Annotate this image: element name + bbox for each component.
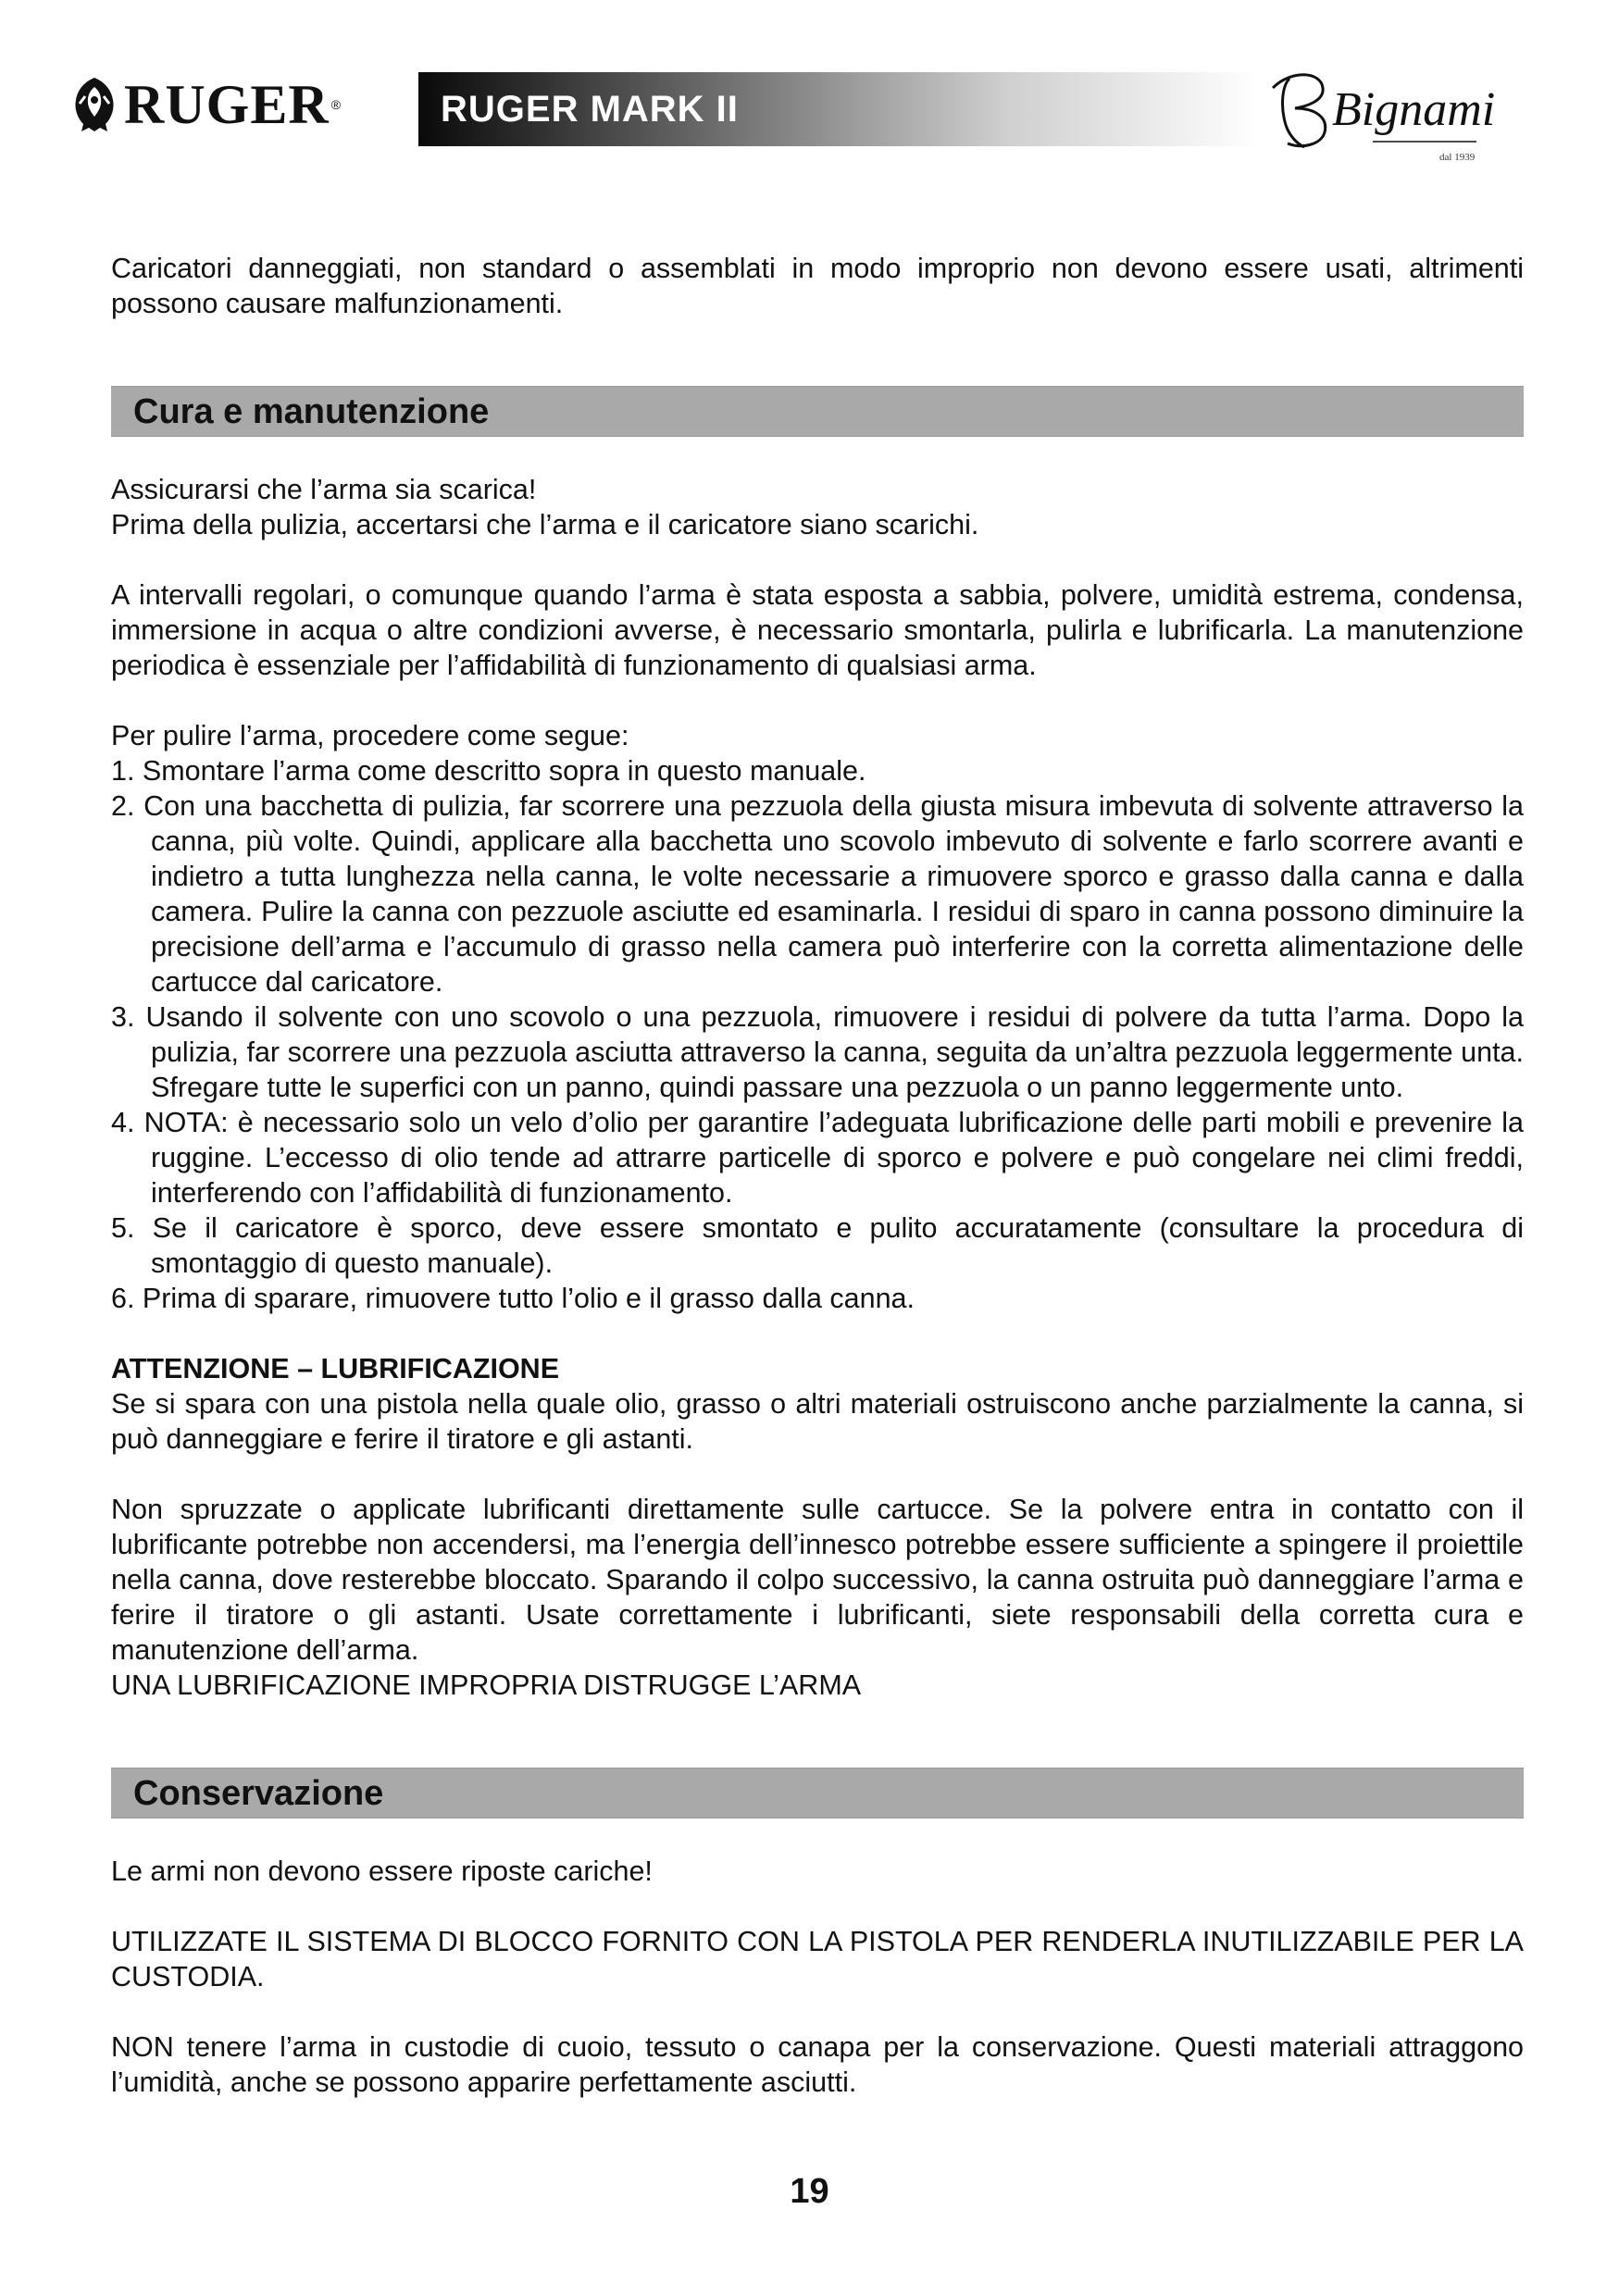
- cleaning-steps-list: [111, 753, 1524, 1316]
- warning-text: Se si spara con una pistola nella quale olio, grasso o altri materiali ostruiscono anche parzialmente la canna, si può danneggiare e ferire il tiratore e gli astanti.: [111, 1388, 1524, 1455]
- bignami-logo: [1254, 51, 1532, 171]
- header-title-band: [418, 72, 1259, 146]
- section-header-conservazione: [111, 1768, 1524, 1818]
- ruger-trademark: ®: [330, 97, 342, 112]
- bignami-logo-text: Bignami: [1332, 83, 1496, 136]
- ruger-eagle-icon: [72, 76, 117, 133]
- ruger-wordmark: RUGER: [124, 74, 330, 135]
- paragraph: Le armi non devono essere riposte cariche!: [111, 1855, 653, 1887]
- paragraph: UTILIZZATE IL SISTEMA DI BLOCCO FORNITO CON LA PISTOLA PER RENDERLA INUTILIZZABILE PER LA CUSTODIA.: [111, 1926, 1524, 1992]
- section-header-cura: [111, 386, 1524, 437]
- list-item: 6. Prima di sparare, rimuovere tutto l’olio e il grasso dalla canna.: [111, 1283, 915, 1314]
- list-item: 3. Usando il solvente con uno scovolo o una pezzuola, rimuovere i residui di polvere da tutta l’arma. Dopo la pulizia, far scorrere una pezzuola asciutta attraverso la canna, seguita da un’altra pezzuola leggermente unta. Sfregare tutte le superfici con un panno, quindi passare una pezzuola o un panno leggermente unto.: [111, 1001, 1524, 1103]
- list-item: 2. Con una bacchetta di pulizia, far scorrere una pezzuola della giusta misura imbevuta di solvente attraverso la canna, più volte. Quindi, applicare alla bacchetta uno scovolo imbevuto di solvente e farlo scorrere avanti e indietro a tutta lunghezza nella canna, le volte necessarie a rimuovere sporco e grasso dalla canna e dalla camera. Pulire la canna con pezzuole asciutte ed esaminarla. I residui di sparo in canna possono diminuire la precisione dell’arma e l’accumulo di grasso nella camera può interferire con la corretta alimentazione delle cartucce dal caricatore.: [111, 790, 1524, 998]
- warning-title: ATTENZIONE – LUBRIFICAZIONE: [111, 1353, 560, 1384]
- intro-paragraph: Caricatori danneggiati, non standard o assemblati in modo improprio non devono essere usati, altrimenti possono causare malfunzionamenti.: [111, 253, 1524, 319]
- paragraph: UNA LUBRIFICAZIONE IMPROPRIA DISTRUGGE L’ARMA: [111, 1669, 862, 1701]
- paragraph: NON tenere l’arma in custodie di cuoio, tessuto o canapa per la conservazione. Questi materiali attraggono l’umidità, anche se possono apparire perfettamente asciutti.: [111, 2031, 1524, 2098]
- list-item: 4. NOTA: è necessario solo un velo d’olio per garantire l’adeguata lubrificazione delle parti mobili e prevenire la ruggine. L’eccesso di olio tende ad attrarre particelle di sporco e polvere e può congelare nei climi freddi, interferendo con l’affidabilità di funzionamento.: [111, 1107, 1524, 1209]
- page-content: [111, 251, 1524, 2100]
- paragraph: Assicurarsi che l’arma sia scarica!: [111, 474, 537, 505]
- page-number: 19: [790, 2172, 829, 2211]
- list-item: 5. Se il caricatore è sporco, deve essere smontato e pulito accuratamente (consultare la procedura di smontaggio di questo manuale).: [111, 1212, 1524, 1279]
- section-heading: Cura e manutenzione: [133, 392, 490, 431]
- list-item: 1. Smontare l’arma come descritto sopra in questo manuale.: [111, 755, 866, 787]
- paragraph: Prima della pulizia, accertarsi che l’arma e il caricatore siano scarichi.: [111, 509, 979, 540]
- paragraph: A intervalli regolari, o comunque quando l’arma è stata esposta a sabbia, polvere, umidità estrema, condensa, immersione in acqua o altre condizioni avverse, è necessario smontarla, pulirla e lubrificarla. La manutenzione periodica è essenziale per l’affidabilità di funzionamento di qualsiasi arma.: [111, 579, 1524, 681]
- page-header: [0, 0, 1619, 176]
- section-heading: Conservazione: [133, 1774, 384, 1813]
- ruger-logo: [72, 76, 341, 133]
- paragraph: Non spruzzate o applicate lubrificanti direttamente sulle cartucce. Se la polvere entra in contatto con il lubrificante potrebbe non accendersi, ma l’energia dell’innesco potrebbe essere sufficiente a spingere il proiettile nella canna, dove resterebbe bloccato. Sparando il colpo successivo, la canna ostruita può danneggiare l’arma e ferire il tiratore o gli astanti. Usate correttamente i lubrificanti, siete responsabili della corretta cura e manutenzione dell’arma.: [111, 1494, 1524, 1666]
- document-title: RUGER MARK II: [441, 89, 739, 130]
- bignami-logo-tagline: dal 1939: [1439, 152, 1476, 163]
- steps-intro: Per pulire l’arma, procedere come segue:: [111, 720, 629, 751]
